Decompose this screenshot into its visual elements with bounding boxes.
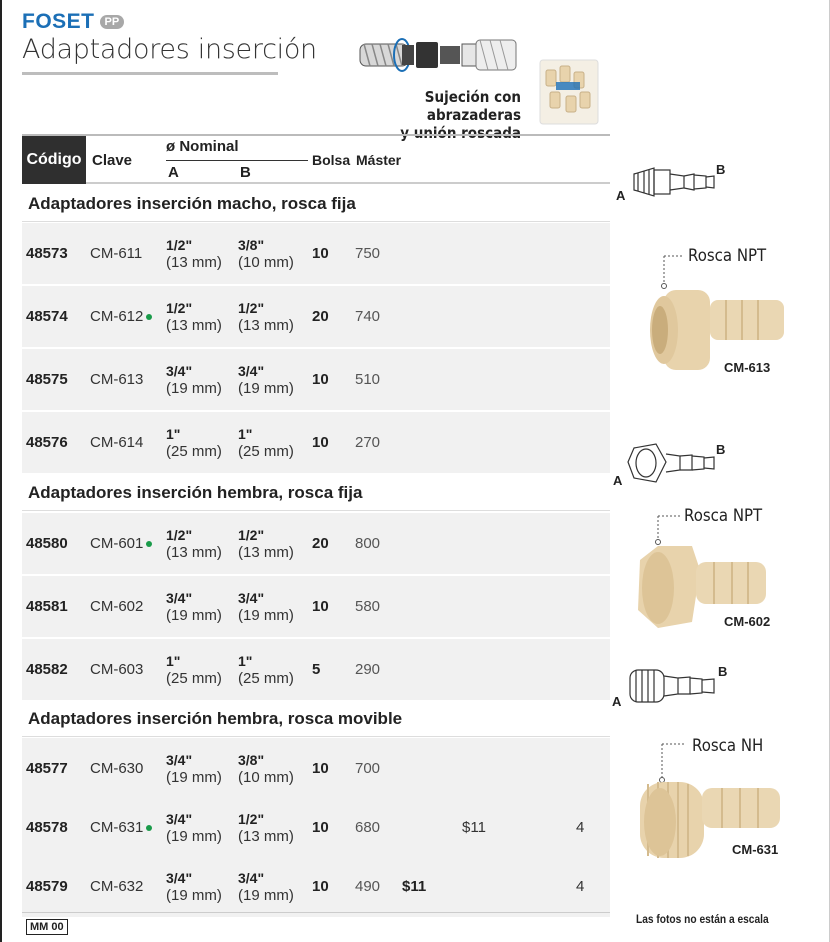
section-title: Adaptadores inserción macho, rosca fija [22,188,610,222]
product-bag-image [538,58,600,126]
nominal-b [238,639,294,700]
price-alt: $11 [462,819,486,836]
hose-assembly-illustration [358,22,518,84]
diagram-label-b: B [716,442,726,457]
nominal-a [166,513,222,574]
female-movable-adapter-diagram [626,664,726,708]
table-row [22,349,610,411]
nominal-b [238,738,294,799]
diagram-label-b: B [716,162,726,177]
table-row [22,286,610,348]
nominal-a [166,349,222,410]
nominal-b [238,856,294,917]
bottom-divider [22,912,610,913]
product-clave [90,856,143,917]
bolsa-qty: 10 [312,245,329,262]
master-qty: 580 [355,598,381,615]
nominal-b-mm: (10 mm) [238,768,294,786]
master-qty: 490 [355,878,381,895]
nominal-b-mm: (25 mm) [238,669,294,687]
clave-text: CM-612 [90,308,144,325]
cm-631-caption: CM-631 [732,842,779,857]
nominal-a-mm: (25 mm) [166,442,222,460]
nominal-b-inch: 3/4" [238,869,265,886]
page-title: Adaptadores inserción [22,34,317,65]
table-row [22,639,610,701]
cm-613-caption: CM-613 [724,360,771,375]
product-code: 48575 [26,371,68,388]
male-adapter-diagram [628,160,728,202]
clave-text: CM-613 [90,371,144,388]
footer-note: Las fotos no están a escala [636,912,769,926]
diagram-label-a: A [613,473,623,488]
product-code: 48580 [26,535,68,552]
product-clave [90,286,152,347]
master-qty: 270 [355,434,381,451]
nominal-a [166,223,222,284]
diagram-label-a: A [612,694,622,709]
nominal-b-inch: 1" [238,652,253,669]
nominal-a-mm: (13 mm) [166,543,222,561]
nominal-b [238,286,294,347]
product-clave [90,223,142,284]
section-title: Adaptadores inserción hembra, rosca movible [22,703,610,737]
master-qty: 290 [355,661,381,678]
nominal-a-mm: (19 mm) [166,768,222,786]
nominal-a-inch: 1/2" [166,236,193,253]
nominal-b-mm: (19 mm) [238,606,294,624]
product-clave [90,639,143,700]
bolsa-qty: 20 [312,308,329,325]
nominal-b [238,412,294,473]
nominal-b-inch: 1/2" [238,299,265,316]
master-qty: 700 [355,760,381,777]
nominal-a-mm: (19 mm) [166,827,222,845]
nominal-b-inch: 1/2" [238,526,265,543]
product-clave [90,738,143,799]
availability-dot [146,825,152,831]
female-adapter-diagram [626,440,726,486]
clave-text: CM-631 [90,819,144,836]
product-clave [90,576,143,637]
nominal-b [238,349,294,410]
bolsa-qty: 10 [312,878,329,895]
title-underline [22,72,278,75]
bolsa-qty: 10 [312,371,329,388]
nominal-b [238,513,294,574]
nominal-a [166,576,222,637]
nominal-a-inch: 3/4" [166,810,193,827]
brand-name: FOSET [22,10,95,33]
product-code: 48582 [26,661,68,678]
nominal-a-mm: (25 mm) [166,669,222,687]
nominal-b-inch: 1/2" [238,810,265,827]
rosca-nh-label: Rosca NH [692,736,764,756]
table-row [22,576,610,638]
table-row [22,738,610,800]
nominal-a-mm: (13 mm) [166,253,222,271]
nominal-b [238,797,294,858]
master-qty: 510 [355,371,381,388]
nominal-a-inch: 1" [166,652,181,669]
product-code: 48573 [26,245,68,262]
master-qty: 800 [355,535,381,552]
nominal-b-inch: 3/8" [238,751,265,768]
hero-caption-line-1: Sujeción con abrazaderas [424,88,521,124]
nominal-a-mm: (13 mm) [166,316,222,334]
table-row [22,797,610,859]
product-clave [90,349,143,410]
nominal-a [166,639,222,700]
nominal-a [166,412,222,473]
nominal-b-mm: (10 mm) [238,253,294,271]
nominal-a [166,286,222,347]
nominal-a-inch: 1/2" [166,299,193,316]
bolsa-qty: 10 [312,819,329,836]
nominal-b-mm: (19 mm) [238,379,294,397]
header-codigo: Código [22,136,86,184]
nominal-a-mm: (19 mm) [166,886,222,904]
nominal-a [166,797,222,858]
rosca-npt-label: Rosca NPT [688,246,767,266]
product-code: 48579 [26,878,68,895]
header-clave: Clave [92,152,133,169]
table-row [22,856,610,918]
table-row [22,412,610,474]
header-nominal: ø Nominal [166,138,239,155]
bolsa-qty: 10 [312,598,329,615]
nominal-b-mm: (13 mm) [238,316,294,334]
table-row [22,223,610,285]
nominal-divider [166,160,308,161]
nominal-b-inch: 3/4" [238,589,265,606]
nominal-b-inch: 3/8" [238,236,265,253]
extra-qty: 4 [576,878,585,895]
product-clave [90,412,143,473]
nominal-b-inch: 1" [238,425,253,442]
table-header [22,134,610,184]
table-row [22,513,610,575]
nominal-b [238,576,294,637]
product-code: 48574 [26,308,68,325]
header-master: Máster [356,152,402,168]
master-qty: 740 [355,308,381,325]
master-qty: 750 [355,245,381,262]
cm-602-caption: CM-602 [724,614,771,629]
nominal-a-mm: (19 mm) [166,606,222,624]
product-clave [90,513,152,574]
availability-dot [146,314,152,320]
header-bolsa: Bolsa [312,152,351,168]
hero-caption-line-2: y unión roscada [400,124,521,142]
nominal-a [166,856,222,917]
product-clave [90,797,152,858]
clave-text: CM-601 [90,535,144,552]
nominal-b-inch: 3/4" [238,362,265,379]
header-b: B [240,164,251,181]
product-code: 48581 [26,598,68,615]
nominal-b-mm: (25 mm) [238,442,294,460]
diagram-label-a: A [616,188,626,203]
nominal-b-mm: (13 mm) [238,543,294,561]
clave-text: CM-611 [90,245,143,262]
nominal-b-mm: (19 mm) [238,886,294,904]
availability-dot [146,541,152,547]
nominal-b [238,223,294,284]
nominal-a-inch: 3/4" [166,869,193,886]
bolsa-qty: 20 [312,535,329,552]
header-a: A [168,164,179,181]
cm-613-photo [630,252,790,372]
extra-qty: 4 [576,819,585,836]
price: $11 [402,878,427,895]
nominal-a [166,738,222,799]
nominal-a-inch: 1" [166,425,181,442]
brand-badge: PP [100,15,125,29]
product-code: 48576 [26,434,68,451]
brand-logo [22,10,124,34]
clave-text: CM-614 [90,434,144,451]
nominal-a-inch: 3/4" [166,751,193,768]
clave-text: CM-603 [90,661,144,678]
bolsa-qty: 10 [312,760,329,777]
clave-text: CM-602 [90,598,144,615]
diagram-label-b: B [718,664,728,679]
nominal-a-inch: 3/4" [166,362,193,379]
master-qty: 680 [355,819,381,836]
nominal-a-inch: 3/4" [166,589,193,606]
cm-602-photo [630,510,790,630]
clave-text: CM-632 [90,878,144,895]
nominal-a-inch: 1/2" [166,526,193,543]
product-code: 48577 [26,760,68,777]
rosca-npt-label: Rosca NPT [684,506,763,526]
nominal-b-mm: (13 mm) [238,827,294,845]
section-title: Adaptadores inserción hembra, rosca fija [22,477,610,511]
bolsa-qty: 5 [312,661,321,678]
nominal-a-mm: (19 mm) [166,379,222,397]
product-code: 48578 [26,819,68,836]
bolsa-qty: 10 [312,434,329,451]
clave-text: CM-630 [90,760,144,777]
page-code: MM 00 [26,919,68,935]
